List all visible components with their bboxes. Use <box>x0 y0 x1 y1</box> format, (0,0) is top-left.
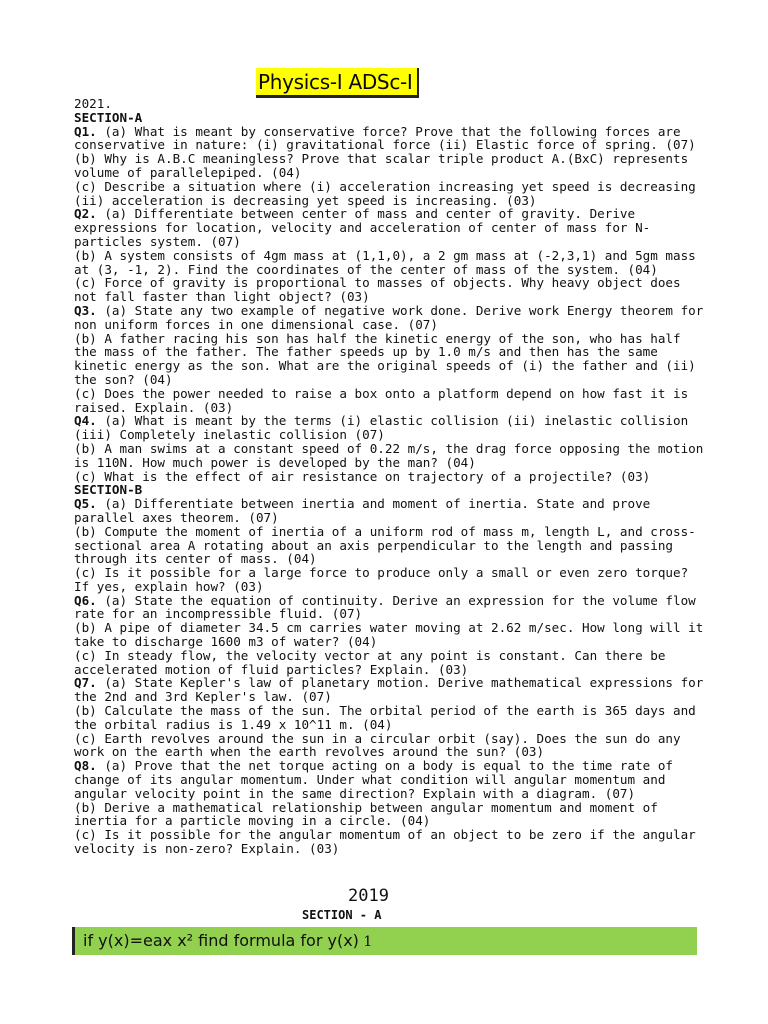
title-highlight <box>256 68 419 98</box>
q2-number: Q2. <box>74 206 97 222</box>
q7-part-a <box>74 676 704 704</box>
section-a-heading: SECTION-A <box>74 109 143 125</box>
q7-a-text: (a) State Kepler's law of planetary motion. Derive mathematical expressions for the 2nd and 3rd Kepler's law. (07) <box>74 675 704 705</box>
year-2019-heading: 2019 <box>348 886 389 906</box>
section-b-heading: SECTION-B <box>74 482 143 498</box>
q2-part-c: (c) Force of gravity is proportional to masses of objects. Why heavy object does not fall faster than light object? (03) <box>74 275 681 305</box>
q5-part-b: (b) Compute the moment of inertia of a uniform rod of mass m, length L, and cross-sectional area A rotating about an axis perpendicular to the length and passing through its center of mass. (04) <box>74 523 696 567</box>
green-highlight-bar <box>72 927 697 955</box>
q6-part-b: (b) A pipe of diameter 34.5 cm carries water moving at 2.62 m/sec. How long will it take to discharge 1600 m3 of water? (04) <box>74 620 704 650</box>
section-a-2019-heading: SECTION - A <box>302 908 382 922</box>
q6-number: Q6. <box>74 592 97 608</box>
q1-part-c: (c) Describe a situation where (i) acceleration increasing yet speed is decreasing (ii) acceleration is decreasing yet speed is increasing. (03) <box>74 178 696 208</box>
q6-part-a <box>74 594 704 622</box>
q1-part-a <box>74 125 704 153</box>
q3-a-text: (a) State any two example of negative work done. Derive work Energy theorem for non uniform forces in one dimensional case. (07) <box>74 302 704 332</box>
q4-number: Q4. <box>74 413 97 429</box>
page-title: Physics-I ADSc-I <box>258 70 413 94</box>
q2-part-b: (b) A system consists of 4gm mass at (1,1,0), a 2 gm mass at (-2,3,1) and 5gm mass at (3, -1, 2). Find the coordinates of the center of mass of the system. (04) <box>74 247 696 277</box>
q5-a-text: (a) Differentiate between inertia and moment of inertia. State and prove parallel axes theorem. (07) <box>74 496 651 525</box>
q5-part-c: (c) Is it possible for a large force to produce only a small or even zero torque? If yes, explain how? (03) <box>74 565 689 594</box>
q1-a-text: (a) What is meant by conservative force? Prove that the following forces are conservative in nature: (i) gravitational force (ii) Elastic force of spring. (07) <box>74 123 696 153</box>
q6-a-text: (a) State the equation of continuity. Derive an expression for the volume flow rate for an incompressible fluid. (07) <box>74 592 696 622</box>
q7-part-b: (b) Calculate the mass of the sun. The orbital period of the earth is 365 days and the orbital radius is 1.49 x 10^11 m. (04) <box>74 703 696 732</box>
q8-a-text: (a) Prove that the net torque acting on a body is equal to the time rate of change of its angular momentum. Under what condition will angular momentum and angular velocity point in the same direction? Explain with a diagram. (07) <box>74 758 673 801</box>
q3-number: Q3. <box>74 302 97 318</box>
q7-part-c: (c) Earth revolves around the sun in a circular orbit (say). Does the sun do any work on the earth when the earth revolves around the sun? (03) <box>74 730 681 760</box>
q4-a-text: (a) What is meant by the terms (i) elastic collision (ii) inelastic collision (iii) Completely inelastic collision (07) <box>74 413 689 443</box>
q4-part-b: (b) A man swims at a constant speed of 0.22 m/s, the drag force opposing the motion is 110N. How much power is developed by the man? (04) <box>74 440 704 470</box>
q8-part-b: (b) Derive a mathematical relationship between angular momentum and moment of inertia for a particle moving in a circle. (04) <box>74 799 658 829</box>
q3-part-b: (b) A father racing his son has half the kinetic energy of the son, who has half the mass of the father. The father speeds up by 1.0 m/s and then has the same kinetic energy as the son. What are the original speeds of (i) the father and (ii) the son? (04) <box>74 330 696 387</box>
q2-part-a <box>74 207 704 248</box>
q6-part-c: (c) In steady flow, the velocity vector at any point is constant. Can there be accelerated motion of fluid particles? Explain. (03) <box>74 647 666 677</box>
q4-part-c: (c) What is the effect of air resistance on trajectory of a projectile? (03) <box>74 468 651 484</box>
exam-content <box>74 97 704 856</box>
highlight-question <box>83 931 372 950</box>
q3-part-c: (c) Does the power needed to raise a box onto a platform depend on how fast it is raised. Explain. (03) <box>74 385 689 415</box>
year-2021: 2021. <box>74 96 112 111</box>
highlight-question-mark: 1 <box>358 934 373 950</box>
q2-a-text: (a) Differentiate between center of mass and center of gravity. Derive expressions for location, velocity and acceleration of center of mass for N-particles system. (07) <box>74 206 651 249</box>
q8-number: Q8. <box>74 758 97 774</box>
q1-number: Q1. <box>74 123 97 139</box>
q8-part-a <box>74 759 704 800</box>
q3-part-a <box>74 304 704 332</box>
q4-part-a <box>74 414 704 442</box>
q8-part-c: (c) Is it possible for the angular momentum of an object to be zero if the angular velocity is non-zero? Explain. (03) <box>74 827 696 857</box>
highlight-question-text: if y(x)=eax x² find formula for y(x) <box>83 931 359 950</box>
q1-part-b: (b) Why is A.B.C meaningless? Prove that scalar triple product A.(BxC) represents volume of parallelepiped. (04) <box>74 151 689 180</box>
q7-number: Q7. <box>74 675 97 691</box>
q5-number: Q5. <box>74 496 97 512</box>
q5-part-a <box>74 497 704 525</box>
